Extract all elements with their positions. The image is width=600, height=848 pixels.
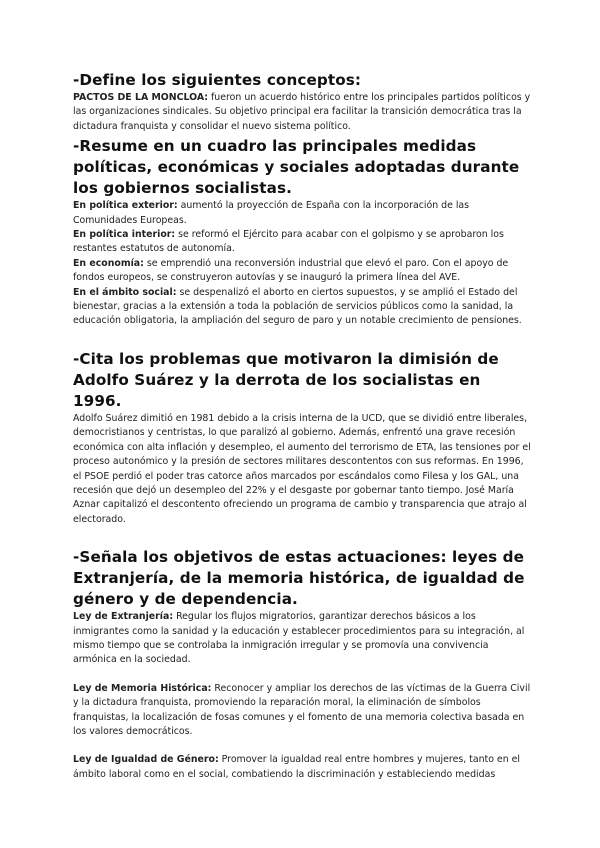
moncloa-definition	[73, 91, 533, 134]
spacer	[73, 668, 533, 682]
law-memoria-historica	[73, 682, 533, 740]
igualdad-text: Promover la igualdad real entre hombres y mujeres, tanto en el ámbito laboral como en el social, combatiendo la discriminación y estableciendo medidas	[73, 754, 520, 780]
section-4-heading: -Señala los objetivos de estas actuaciones: leyes de Extranjería, de la memoria histórica, de igualdad de género y de dependencia.	[73, 548, 525, 609]
extranjeria-label: Ley de Extranjería:	[73, 611, 174, 623]
igualdad-label: Ley de Igualdad de Género:	[73, 754, 219, 766]
extranjeria-text: Regular los flujos migratorios, garantizar derechos básicos a los inmigrantes como la sanidad y la educación y establecer procedimientos para su integración, al mismo tiempo que se controlaba la inmigración irregular y se promovía una convivencia armónica en la sociedad.	[73, 611, 525, 666]
section-2-heading: -Resume en un cuadro las principales medidas políticas, económicas y sociales adoptadas durante los gobiernos socialistas.	[73, 137, 520, 198]
law-igualdad-genero	[73, 753, 533, 782]
social-label: En el ámbito social:	[73, 286, 177, 298]
memoria-text: Reconocer y ampliar los derechos de las víctimas de la Guerra Civil y la dictadura franquista, promoviendo la reparación moral, la eliminación de símbolos franquistas, la localización de fosas comunes y el fomento de una memoria colectiva basada en los valores democráticos.	[73, 682, 531, 737]
interior-policy-label: En política interior:	[73, 229, 176, 241]
memoria-label: Ley de Memoria Histórica:	[73, 682, 212, 694]
social-text: se despenalizó el aborto en ciertos supuestos, y se amplió el Estado del bienestar, gracias a la extensión a toda la población de servicios públicos como la sanidad, la educación obligatoria, la ampliación del seguro de paro y un notable crecimiento de pensiones.	[73, 286, 522, 327]
section-1-heading: -Define los siguientes conceptos:	[73, 71, 362, 89]
spacer	[73, 739, 533, 753]
foreign-policy-label: En política exterior:	[73, 200, 178, 212]
economy-text: se emprendió una reconversión industrial que elevó el paro. Con el apoyo de fondos europeos, se construyeron autovías y se inauguró la primera línea del AVE.	[73, 257, 509, 284]
law-extranjeria	[73, 610, 533, 668]
document-page	[73, 70, 533, 782]
interior-policy-text: se reformó el Ejército para acabar con el golpismo y se aprobaron los restantes estatutos de autonomía.	[73, 229, 504, 255]
measure-social	[73, 286, 533, 329]
economy-label: En economía:	[73, 257, 144, 269]
suarez-paragraph: Adolfo Suárez dimitió en 1981 debido a la crisis interna de la UCD, que se dividió entre liberales, democristianos y centristas, lo que paralizó al gobierno. Además, enfrentó una grave recesión económica con alta inflación y desempleo, el aumento del terrorismo de ETA, las tensiones por el proceso autonómico y la presión de sectores militares descontentos con sus reformas. En 1996, el PSOE perdió el poder tras catorce años marcados por escándalos como Filesa y los GAL, una recesión que dejó un desempleo del 22% y el desgaste por gobernar tanto tiempo. José María Aznar capitalizó el descontento ofreciendo un programa de cambio y transparencia que atrajo al electorado.	[73, 412, 531, 525]
moncloa-text: fueron un acuerdo histórico entre los principales partidos políticos y las organizaciones sindicales. Su objetivo principal era facilitar la transición democrática tras la dictadura franquista y consolidar el nuevo sistema político.	[73, 92, 531, 132]
measure-interior-policy	[73, 228, 533, 257]
moncloa-label: PACTOS DE LA MONCLOA:	[73, 92, 209, 103]
measure-economy	[73, 257, 533, 286]
foreign-policy-text: aumentó la proyección de España con la incorporación de las Comunidades Europeas.	[73, 200, 470, 226]
section-3-heading: -Cita los problemas que motivaron la dimisión de Adolfo Suárez y la derrota de los socialistas en 1996.	[73, 349, 499, 410]
measure-foreign-policy	[73, 199, 533, 228]
